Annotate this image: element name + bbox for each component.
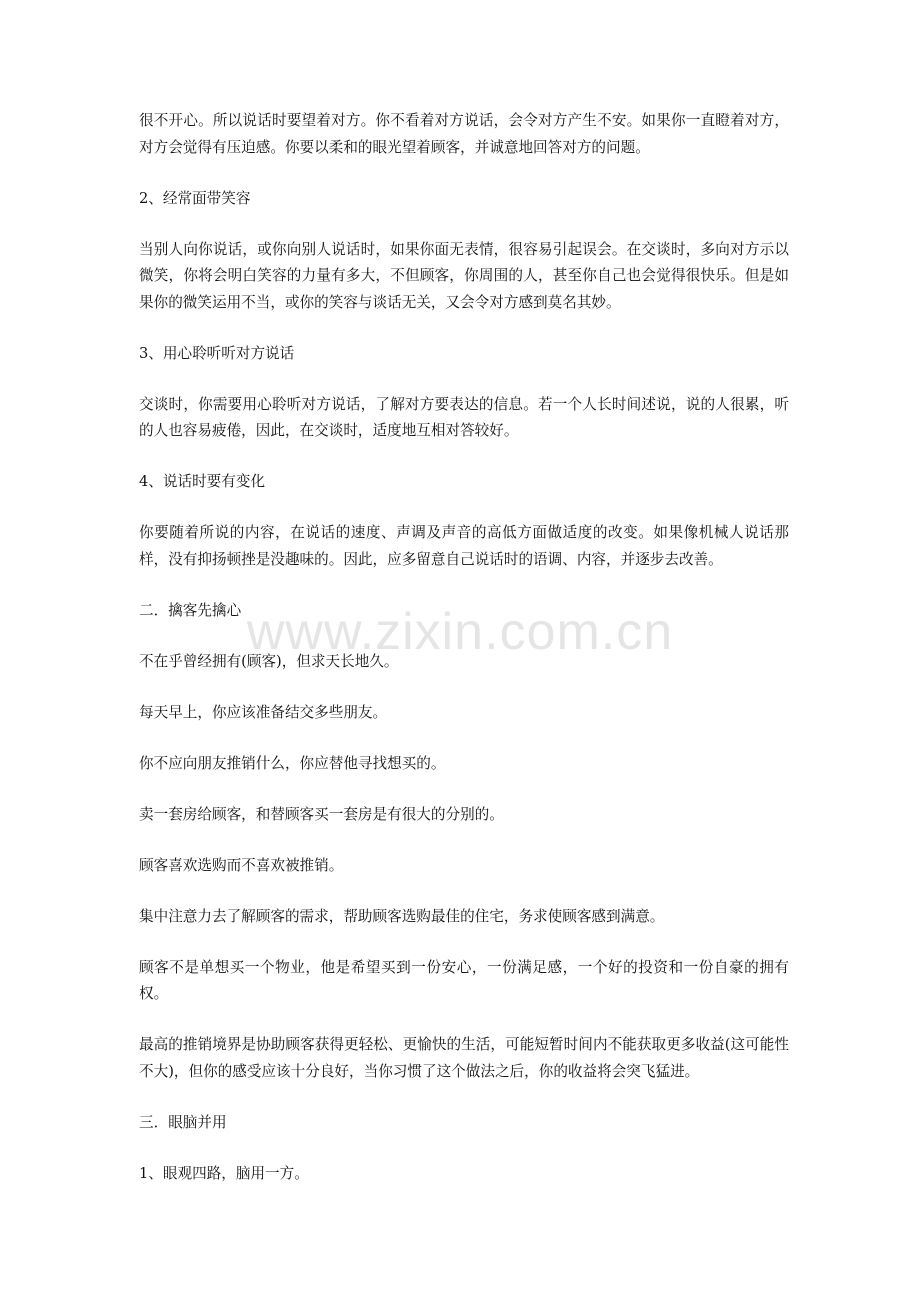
paragraph-item: 顾客喜欢选购而不喜欢被推销。 [139, 856, 344, 874]
paragraph-item: 不在乎曾经拥有(顾客)，但求天长地久。 [139, 652, 399, 670]
heading-smile: 2、经常面带笑容 [139, 189, 251, 207]
heading-vary-speech: 4、说话时要有变化 [139, 473, 266, 490]
paragraph-item: 卖一套房给顾客，和替顾客买一套房是有很大的分别的。 [139, 805, 504, 823]
paragraph-smile: 当别人向你说话，或你向别人说话时，如果你面无表情，很容易引起误会。在交谈时，多向对方示以微笑，你将会明白笑容的力量有多大，不但顾客，你周围的人，甚至你自己也会觉得很快乐。但是如果你的微笑运用不当，或你的笑容与谈话无关，又会令对方感到莫名其妙。 [139, 240, 789, 311]
paragraph-vary-speech: 你要随着所说的内容，在说话的速度、声调及声音的高低方面做适度的改变。如果像机械人说话那样，没有抑扬顿挫是没趣味的。因此，应多留意自己说话时的语调、内容，并逐步去改善。 [139, 524, 789, 568]
watermark: www.zixin.com.cn [246, 603, 674, 661]
paragraph-item: 每天早上，你应该准备结交多些朋友。 [139, 703, 388, 721]
document-body [139, 108, 789, 1212]
paragraph-item: 顾客不是单想买一个物业，他是希望买到一份安心，一份满足感，一个好的投资和一份自豪的拥有权。 [139, 958, 789, 1002]
section-heading-win-heart: 二．擒客先擒心 [139, 601, 242, 619]
paragraph-listen: 交谈时，你需要用心聆听对方说话，了解对方要表达的信息。若一个人长时间述说，说的人很累，听的人也容易疲倦，因此，在交谈时，适度地互相对答较好。 [139, 395, 789, 439]
heading-listen: 3、用心聆听听对方说话 [139, 344, 295, 362]
paragraph-item: 集中注意力去了解顾客的需求，帮助顾客选购最佳的住宅，务求使顾客感到满意。 [139, 907, 665, 925]
heading-observe: 1、眼观四路，脑用一方。 [139, 1164, 309, 1182]
paragraph-continuation: 很不开心。所以说话时要望着对方。你不看着对方说话，会令对方产生不安。如果你一直瞪着对方，对方会觉得有压迫感。你要以柔和的眼光望着顾客，并诚意地回答对方的问题。 [139, 112, 789, 156]
section-heading-eyes-brain: 三．眼脑并用 [139, 1113, 227, 1131]
paragraph-item: 最高的推销境界是协助顾客获得更轻松、更愉快的生活，可能短暂时间内不能获取更多收益(这可能性不大)，但你的感受应该十分良好，当你习惯了这个做法之后，你的收益将会突飞猛进。 [139, 1036, 789, 1080]
paragraph-item: 你不应向朋友推销什么，你应替他寻找想买的。 [139, 754, 446, 772]
